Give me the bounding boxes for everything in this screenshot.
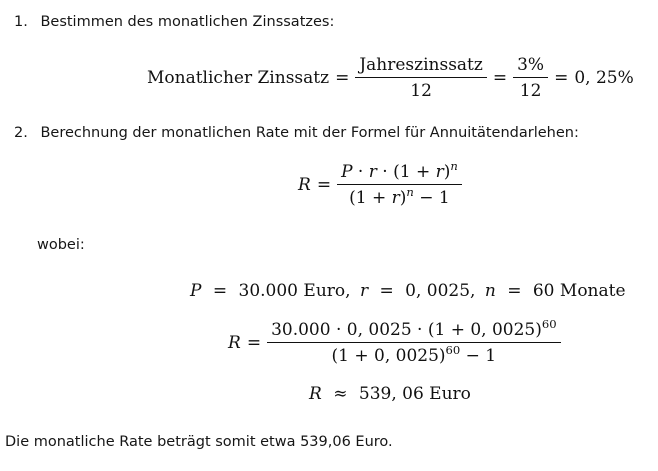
- conclusion-text: Die monatliche Rate beträgt somit etwa 539,06 Euro.: [5, 434, 393, 450]
- step-2-number: 2.: [14, 125, 28, 141]
- eq1-fraction-2-numerator: 3%: [513, 55, 548, 78]
- formula-num-close: ): [443, 162, 451, 182]
- formula-numerator: $P \cdot r \cdot (1 + r)^n$: [337, 162, 462, 185]
- step-1: [14, 14, 334, 30]
- param-P-unit: Euro,: [303, 281, 351, 301]
- eq1-fraction-2-denominator: 12: [519, 81, 542, 102]
- formula-den-close: ): [399, 188, 407, 209]
- param-P-symbol: P: [190, 281, 202, 301]
- param-r-value: 0, 0025,: [405, 281, 476, 301]
- eq1-lhs: Monatlicher Zinssatz: [147, 68, 330, 89]
- formula-num-exponent: n: [450, 158, 458, 173]
- result-approx: ≈: [333, 384, 348, 404]
- step-1-number: 1.: [14, 14, 28, 30]
- calc-denominator: [328, 343, 501, 366]
- calc-numerator: [267, 316, 561, 343]
- formula-num-P: P: [341, 162, 353, 182]
- result-unit: Euro: [429, 384, 471, 404]
- formula-num-r-2: r: [435, 162, 444, 182]
- eq1-fraction-2: [513, 55, 548, 102]
- formula-equals: =: [316, 175, 332, 196]
- result-value: 539, 06: [358, 384, 424, 404]
- eq1-fraction-1-numerator: Jahreszinssatz: [355, 55, 487, 78]
- calc-equals: =: [246, 333, 262, 354]
- param-r-symbol: r: [359, 281, 369, 301]
- wobei-label: wobei:: [37, 237, 85, 253]
- formula-num-open: (1 +: [393, 162, 436, 182]
- formula-lhs: R: [298, 175, 311, 196]
- calculation-formula: [228, 316, 561, 367]
- result-line: [309, 384, 471, 404]
- eq1-equals-2: =: [492, 68, 508, 89]
- formula-den-exponent: n: [406, 185, 414, 200]
- eq1-equals-1: =: [335, 68, 350, 89]
- param-r-equals: =: [379, 281, 394, 301]
- eq1-fraction-1-denominator: 12: [410, 81, 432, 102]
- param-P-equals: =: [212, 281, 228, 301]
- calc-num-main: 30.000 · 0, 0025 · (1 + 0, 0025): [271, 320, 542, 340]
- parameters-line: [190, 281, 626, 301]
- formula-den-r: r: [391, 188, 400, 209]
- calc-den-tail: − 1: [460, 346, 497, 367]
- step-1-text: Bestimmen des monatlichen Zinssatzes:: [40, 14, 335, 30]
- eq1-equals-3: =: [554, 68, 569, 89]
- calc-num-exponent: 60: [541, 316, 557, 331]
- calc-lhs: R: [228, 333, 241, 354]
- param-n-symbol: n: [484, 281, 496, 301]
- formula-den-open: (1 +: [349, 188, 392, 209]
- step-2-text: Berechnung der monatlichen Rate mit der Formel für Annuitätendarlehen:: [40, 125, 579, 141]
- formula-den-tail: − 1: [413, 188, 450, 209]
- eq1-result: 0, 25%: [574, 68, 634, 89]
- calc-fraction: [267, 316, 561, 367]
- param-n-unit: Monate: [559, 281, 626, 301]
- step-2: [14, 125, 579, 141]
- result-lhs: R: [309, 384, 322, 404]
- formula-fraction: [337, 158, 462, 209]
- formula-denominator: [345, 185, 454, 208]
- annuity-formula: [298, 158, 462, 209]
- param-n-value: 60: [532, 281, 555, 301]
- param-n-equals: =: [507, 281, 522, 301]
- eq1-fraction-1: [355, 55, 487, 102]
- formula-num-r: r: [368, 162, 377, 182]
- calc-den-main: (1 + 0, 0025): [331, 346, 446, 367]
- calc-den-exponent: 60: [445, 343, 461, 358]
- param-P-value: 30.000: [238, 281, 298, 301]
- monthly-rate-equation: [147, 55, 634, 102]
